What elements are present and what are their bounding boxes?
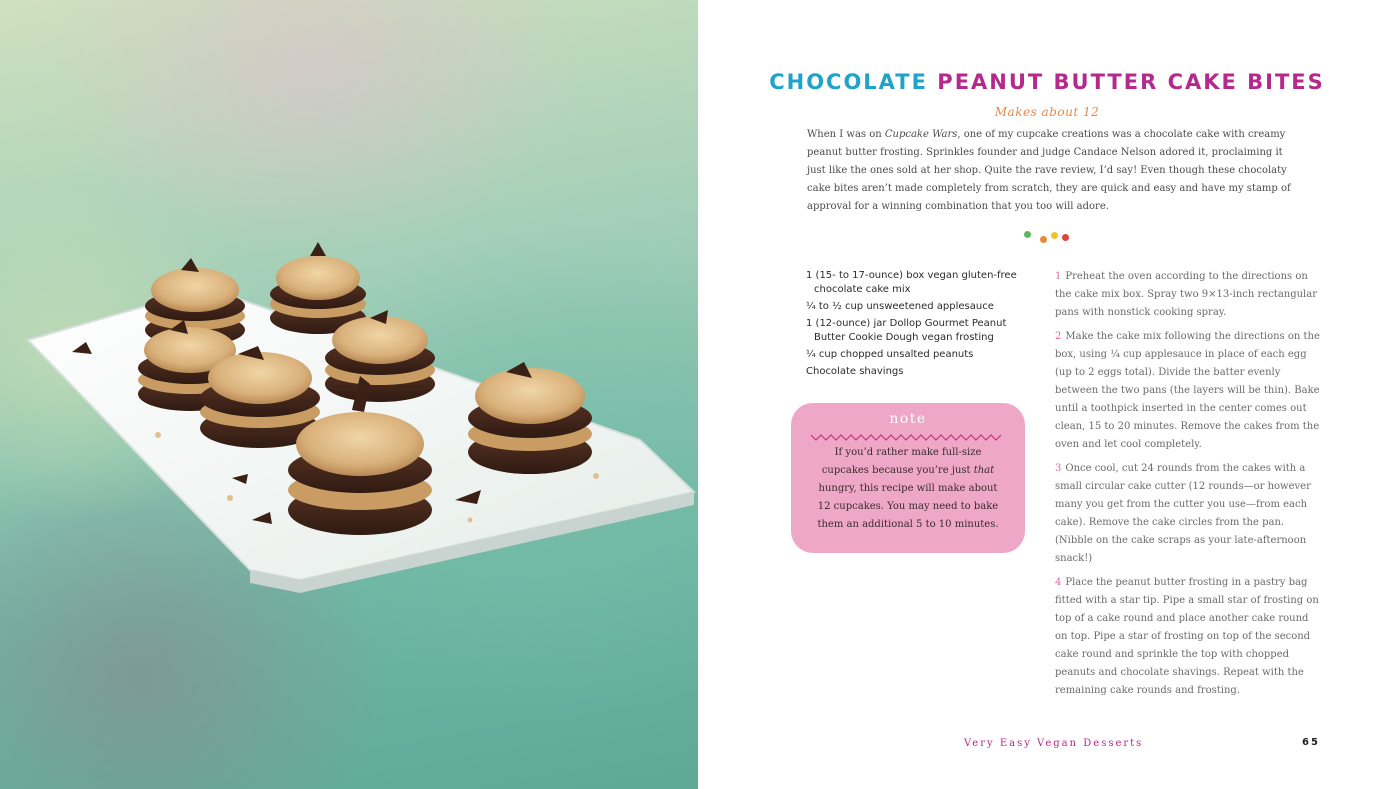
method-step [1055,328,1323,454]
step-number: 1 [1055,271,1062,282]
footer-book-title: Very Easy Vegan Desserts [964,738,1144,749]
step-number: 3 [1055,463,1062,474]
recipe-title-part2: PEANUT BUTTER CAKE BITES [937,70,1325,94]
method-step [1055,574,1323,700]
text-run: , one of my cupcake creations was a chocolate cake with creamy peanut butter frosting. Sprinkles founder and judge Candace Nelson adored it, proclaiming it just like the ones sold at her shop. Quite the rave review, I’d say! Even though these chocolaty cake bites aren’t made completely from scratch, they are quick and easy and have my stamp of approval for a winning combination that you too will adore. [807,129,1291,212]
ingredient-item: 1 (15- to 17-ounce) box vegan gluten-free chocolate cake mix [806,270,1017,295]
cake-bite [270,242,366,334]
recipe-title [698,70,1396,94]
peanut-crumb [468,518,473,523]
peanut-crumb [155,432,161,438]
step-number: 2 [1055,331,1062,342]
ingredient-item: ¼ to ½ cup unsweetened applesauce [806,301,994,312]
ingredient-item: 1 (12-ounce) jar Dollop Gourmet Peanut Butter Cookie Dough vegan frosting [806,318,1007,343]
text-run: If you’d rather make full-size cupcakes because you’re just [821,447,982,476]
recipe-page [698,0,1396,789]
peanut-crumb [593,473,599,479]
ingredient-item: ¼ cup chopped unsalted peanuts [806,349,974,360]
zigzag-divider-icon [811,434,1005,442]
step-text: Make the cake mix following the directions on the box, using ¼ cup applesauce in place of each egg (up to 2 eggs total). Divide the batter evenly between the two pans (the layers will be thin). Bake until a toothpick inserted in the center comes out clean, 15 to 20 minutes. Remove the cakes from the oven and let cool completely. [1055,331,1320,450]
note-box [791,403,1025,553]
note-title: note [889,411,927,427]
dot-green [1024,231,1031,238]
text-run: hungry, this recipe will make about 12 cupcakes. You may need to bake them an additional 5 to 10 minutes. [817,483,999,530]
recipe-intro [807,126,1293,216]
text-run: When I was on [807,129,885,140]
decorative-dots [1024,230,1074,244]
note-text [813,444,1003,534]
peanut-crumb [227,495,233,501]
italic-text: Cupcake Wars [884,129,958,140]
step-text: Place the peanut butter frosting in a pastry bag fitted with a star tip. Pipe a small star of frosting on top of a cake round and place another cake round on top. Pipe a star of frosting on top of the second cake round and sprinkle the top with chopped peanuts and chocolate shavings. Repeat with the remaining cake rounds and frosting. [1055,577,1319,696]
dot-yellow [1051,232,1058,239]
page-number: 65 [1302,737,1320,748]
ingredient-item: Chocolate shavings [806,366,904,377]
recipe-title-part1: CHOCOLATE [769,70,928,94]
method-step [1055,268,1323,322]
ingredients-list [802,269,1032,382]
method-step [1055,460,1323,568]
recipe-yield: Makes about 12 [994,105,1100,119]
dot-red [1062,234,1069,241]
step-text: Preheat the oven according to the directions on the cake mix box. Spray two 9×13-inch rectangular pans with nonstick cooking spray. [1055,271,1317,318]
step-text: Once cool, cut 24 rounds from the cakes with a small circular cake cutter (12 rounds—or however many you get from the cutter you use—from each cake). Remove the cake circles from the pan. (Nibble on the cake scraps as your late-afternoon snack!) [1055,463,1311,564]
cake-bite [468,362,592,474]
dot-orange [1040,236,1047,243]
method-steps [1055,268,1323,706]
step-number: 4 [1055,577,1062,588]
italic-text: that [973,465,995,476]
